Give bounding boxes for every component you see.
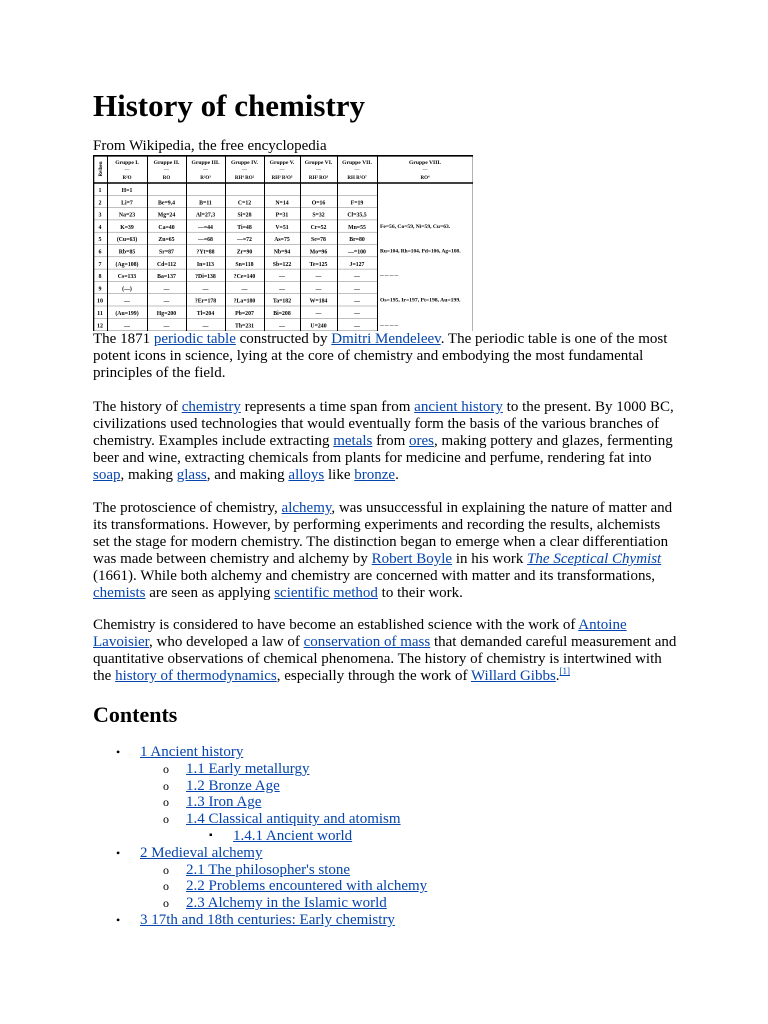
body-text: , making: [120, 467, 177, 483]
table-row-number: 6: [98, 249, 102, 256]
table-cell: K=39: [120, 224, 134, 231]
link-glass[interactable]: glass: [176, 467, 207, 483]
toc-item: [93, 811, 678, 828]
table-cell: Mo=96: [309, 249, 328, 256]
caption-text: constructed by: [235, 331, 332, 347]
toc-item: [93, 744, 678, 761]
table-cell: Nb=94: [273, 249, 291, 256]
table-cell: —: [163, 323, 170, 330]
toc-link[interactable]: 1.4.1 Ancient world: [233, 827, 353, 844]
table-cell: —: [354, 298, 360, 305]
bullet-icon: o: [163, 862, 169, 877]
page-title: History of chemistry: [93, 88, 366, 123]
table-group-header: Gruppe VII.: [342, 160, 372, 166]
table-group-header: Gruppe IV.: [231, 160, 258, 166]
table-cell: ?Yt=88: [196, 249, 215, 256]
table-cell: H=1: [121, 188, 133, 194]
link-antoine-lavoisier[interactable]: Antoine Lavoisier: [93, 617, 627, 650]
table-row-number: 9: [98, 286, 102, 293]
body-text: from: [372, 433, 410, 449]
table-row-number: 12: [97, 323, 103, 330]
body-text: The history of: [93, 399, 182, 415]
body-text: represents a time span from: [240, 399, 415, 415]
table-cell: Hg=200: [156, 311, 177, 317]
table-cell: —: [202, 286, 209, 293]
body-text: are seen as applying: [145, 585, 275, 601]
table-formula: R²O³: [200, 176, 211, 181]
toc-link[interactable]: 2.1 The philosopher's stone: [186, 861, 351, 878]
table-cell: In=113: [196, 261, 215, 268]
table-cell: Os=195, Ir=197, Pt=198, Au=199.: [380, 297, 462, 304]
table-cell: Zn=65: [158, 237, 175, 244]
bullet-icon: ▪: [209, 829, 213, 841]
bullet-icon: o: [163, 795, 169, 810]
table-cell: — — — —: [379, 273, 399, 280]
link-ancient-history[interactable]: ancient history: [414, 399, 503, 415]
toc-link[interactable]: 1 Ancient history: [140, 744, 244, 760]
table-formula: R²O: [122, 176, 132, 181]
body-text: to their work.: [377, 585, 463, 601]
table-cell: (—): [122, 286, 132, 293]
table-cell: —: [279, 286, 285, 293]
table-cell: Na=23: [118, 212, 136, 219]
toc-link[interactable]: 1.4 Classical antiquity and atomism: [186, 811, 401, 828]
table-dash: —: [422, 168, 428, 173]
table-row-number: 4: [98, 224, 102, 231]
toc-item: [93, 845, 678, 862]
table-cell: Ta=182: [272, 298, 292, 305]
table-cell: F=19: [350, 200, 364, 207]
table-cell: Zr=90: [236, 249, 253, 256]
link-history-of-thermodynamics[interactable]: history of thermodynamics: [115, 668, 277, 684]
table-cell: Cd=112: [156, 261, 177, 268]
caption-text: . The periodic table is one of the most potent icons in science, lying at the core of chemistry and embodying the most fundamental principles of the field.: [93, 331, 668, 381]
table-cell: ?Er=178: [194, 298, 217, 305]
table-cell: Al=27,3: [195, 212, 216, 219]
table-cell: J=127: [349, 261, 365, 268]
body-text: like: [324, 467, 355, 483]
table-cell: Mn=55: [348, 224, 366, 231]
table-cell: —: [241, 286, 248, 293]
body-text: , and making: [206, 467, 289, 483]
table-cell: ?La=180: [233, 298, 256, 305]
body-text: in his work: [452, 551, 528, 567]
figure-caption: [93, 331, 678, 382]
body-text: .: [395, 467, 399, 483]
table-cell: Se=78: [311, 237, 326, 244]
table-group-header: Gruppe II.: [153, 160, 180, 166]
table-group-header: Gruppe V.: [269, 160, 295, 166]
table-cell: Ti=48: [237, 224, 252, 231]
table-formula: RO⁴: [420, 176, 430, 181]
table-cell: Cr=52: [310, 224, 327, 231]
table-cell: —: [354, 286, 360, 293]
table-formula: RH⁴ RO²: [234, 176, 255, 181]
table-cell: Ba=137: [157, 274, 176, 281]
intro-paragraph-2: [93, 500, 678, 602]
table-cell: Te=125: [309, 261, 328, 268]
toc-link[interactable]: 1.2 Bronze Age: [186, 777, 280, 794]
table-cell: Li=7: [121, 200, 133, 207]
table-group-header: Gruppe III.: [191, 160, 220, 166]
link-sceptical-chymist[interactable]: The Sceptical Chymist: [527, 551, 662, 567]
toc-item: [93, 828, 678, 845]
toc-link[interactable]: 2.3 Alchemy in the Islamic world: [186, 895, 387, 912]
table-dash: —: [242, 168, 247, 173]
table-cell: Pb=207: [235, 311, 254, 317]
intro-paragraph-3: [93, 617, 678, 685]
table-cell: (Au=199): [115, 311, 139, 317]
intro-paragraph-1: [93, 399, 678, 484]
table-cell: —: [202, 323, 209, 330]
link-chemistry[interactable]: chemistry: [181, 399, 241, 415]
table-cell: Ca=40: [158, 224, 175, 231]
table-cell: Rb=85: [118, 249, 136, 256]
table-cell: Be=9,4: [158, 200, 175, 207]
bullet-icon: •: [116, 845, 121, 860]
table-row-number: 1: [98, 188, 102, 194]
toc-item: [93, 794, 678, 811]
table-cell: —: [315, 311, 322, 317]
table-cell: Ru=104, Rh=104, Pd=106, Ag=108.: [380, 248, 462, 255]
bullet-icon: o: [163, 761, 169, 776]
table-of-contents: [93, 744, 678, 929]
link-periodic-table[interactable]: periodic table: [153, 331, 236, 347]
table-cell: —: [354, 274, 360, 281]
bullet-icon: o: [163, 879, 169, 894]
table-group-header: Gruppe I.: [115, 160, 139, 166]
link-alchemy[interactable]: alchemy: [281, 500, 332, 516]
contents-heading: Contents: [93, 702, 178, 727]
table-cell: Bi=208: [273, 311, 291, 317]
table-cell: As=75: [274, 237, 290, 244]
table-cell: —=44: [198, 224, 213, 231]
link-scientific-method[interactable]: scientific method: [274, 585, 378, 601]
table-dash: —: [164, 168, 169, 173]
table-cell: Th=231: [234, 323, 255, 330]
table-cell: B=11: [199, 200, 212, 207]
table-cell: V=51: [275, 224, 289, 231]
table-cell: S=32: [312, 212, 325, 219]
table-cell: Cs=133: [117, 274, 137, 281]
table-cell: ?Di=138: [195, 274, 216, 281]
bullet-icon: •: [116, 745, 121, 759]
table-cell: Cl=35,5: [347, 212, 367, 219]
table-group-header: Gruppe VIII.: [409, 160, 441, 166]
table-row-number: 8: [98, 274, 102, 281]
body-text: , was unsuccessful in explaining the nature of matter and its transformations. However, by performing experiments and recording the results, alchemists set the stage for modern chemistry. The distinction began to emerge when a clear differentiation was made between chemistry and alchemy by: [93, 500, 673, 567]
toc-link[interactable]: 3 17th and 18th centuries: Early chemistry: [140, 911, 395, 928]
table-cell: (Cu=63): [116, 237, 138, 244]
reference-link[interactable]: [1]: [559, 666, 571, 676]
table-row-number: 10: [97, 298, 103, 305]
link-dmitri-mendeleev[interactable]: Dmitri Mendeleev: [331, 331, 441, 347]
table-cell: N=14: [275, 200, 289, 207]
link-willard-gibbs[interactable]: Willard Gibbs: [470, 668, 556, 684]
body-text: .: [555, 668, 560, 684]
table-dash: —: [316, 168, 321, 173]
periodic-table-image[interactable]: [93, 155, 473, 331]
table-cell: ?Ce=140: [233, 274, 256, 281]
bullet-icon: o: [163, 812, 169, 827]
toc-item: [93, 761, 678, 778]
bullet-icon: •: [116, 912, 121, 927]
table-cell: O=16: [311, 200, 326, 207]
toc-item: [93, 862, 678, 879]
toc-link[interactable]: 2 Medieval alchemy: [140, 844, 263, 861]
table-cell: —=68: [198, 237, 213, 244]
table-cell: —=100: [348, 249, 366, 256]
link-metals[interactable]: metals: [333, 433, 373, 449]
table-cell: Si=28: [237, 212, 252, 219]
body-text: The protoscience of chemistry,: [93, 500, 282, 516]
bullet-icon: o: [163, 896, 169, 911]
table-cell: —: [163, 298, 170, 305]
table-formula: RH R²O⁷: [347, 176, 367, 181]
table-dash: —: [124, 168, 130, 173]
table-formula: RO: [162, 176, 171, 181]
table-formula: RH³ R²O⁵: [271, 176, 293, 181]
table-cell: U=240: [310, 323, 327, 330]
table-cell: C=12: [237, 200, 252, 207]
toc-link[interactable]: 1.3 Iron Age: [186, 794, 262, 811]
table-formula: RH² RO³: [308, 176, 329, 181]
table-cell: P=31: [275, 212, 289, 219]
table-cell: Tl=204: [196, 311, 215, 317]
table-row-number: 3: [98, 212, 102, 219]
toc-link[interactable]: 2.2 Problems encountered with alchemy: [186, 878, 428, 895]
body-text: (1661). While both alchemy and chemistry are concerned with matter and its transformations,: [93, 568, 656, 584]
link-bronze[interactable]: bronze: [354, 467, 396, 483]
table-cell: Mg=24: [157, 212, 176, 219]
table-cell: —: [124, 323, 130, 330]
table-row-number: 5: [98, 237, 102, 244]
toc-item: [93, 895, 678, 912]
body-text: to the present. By 1000 BC, civilizations used technologies that would eventually form the basis of the various branches of chemistry. Examples include extracting: [93, 399, 674, 449]
table-cell: —: [354, 323, 360, 330]
table-cell: Fe=56, Co=59, Ni=59, Cu=63.: [380, 223, 451, 230]
link-alloys[interactable]: alloys: [288, 467, 325, 483]
table-cell: Sr=87: [159, 249, 174, 256]
table-cell: Sn=118: [235, 261, 254, 268]
page-subtitle: From Wikipedia, the free encyclopedia: [93, 138, 327, 154]
table-cell: —: [163, 286, 170, 293]
table-dash: —: [279, 168, 285, 173]
table-row-header: Reihen: [99, 161, 104, 177]
table-cell: —: [279, 274, 285, 281]
table-cell: —: [315, 286, 322, 293]
table-cell: —: [315, 274, 322, 281]
table-group-header: Gruppe VI.: [304, 160, 333, 166]
body-text: Chemistry is considered to have become an established science with the work of: [93, 617, 579, 633]
toc-item: [93, 912, 678, 929]
table-cell: —: [354, 311, 360, 317]
table-cell: —=72: [237, 237, 252, 244]
toc-item: [93, 878, 678, 895]
body-text: that demanded careful measurement and quantitative observations of chemical phenomena. The history of chemistry is intertwined with the: [93, 634, 677, 684]
body-text: , who developed a law of: [149, 634, 304, 650]
table-row-number: 2: [98, 200, 102, 207]
table-cell: W=184: [309, 298, 328, 305]
bullet-icon: o: [163, 778, 169, 793]
table-cell: Sb=122: [272, 261, 292, 268]
body-text: , making pottery and glazes, fermenting beer and wine, extracting chemicals from plants for medicine and perfume, rendering fat into: [93, 433, 673, 466]
table-cell: (Ag=108): [115, 261, 139, 268]
table-row-number: 7: [98, 261, 102, 268]
table-row-number: 11: [97, 311, 103, 317]
table-cell: — — — —: [379, 322, 399, 329]
table-cell: —: [279, 323, 285, 330]
table-cell: —: [124, 298, 130, 305]
link-chemists[interactable]: chemists: [93, 585, 146, 601]
body-text: , especially through the work of: [276, 668, 471, 684]
caption-text: The 1871: [93, 331, 154, 347]
link-soap[interactable]: soap: [93, 467, 121, 483]
table-cell: Br=80: [349, 237, 365, 244]
toc-link[interactable]: 1.1 Early metallurgy: [186, 760, 310, 777]
table-dash: —: [354, 168, 360, 173]
link-conservation-of-mass[interactable]: conservation of mass: [303, 634, 431, 650]
table-dash: —: [203, 168, 208, 173]
link-ores[interactable]: ores: [409, 433, 435, 449]
link-robert-boyle[interactable]: Robert Boyle: [371, 551, 453, 567]
toc-item: [93, 778, 678, 795]
